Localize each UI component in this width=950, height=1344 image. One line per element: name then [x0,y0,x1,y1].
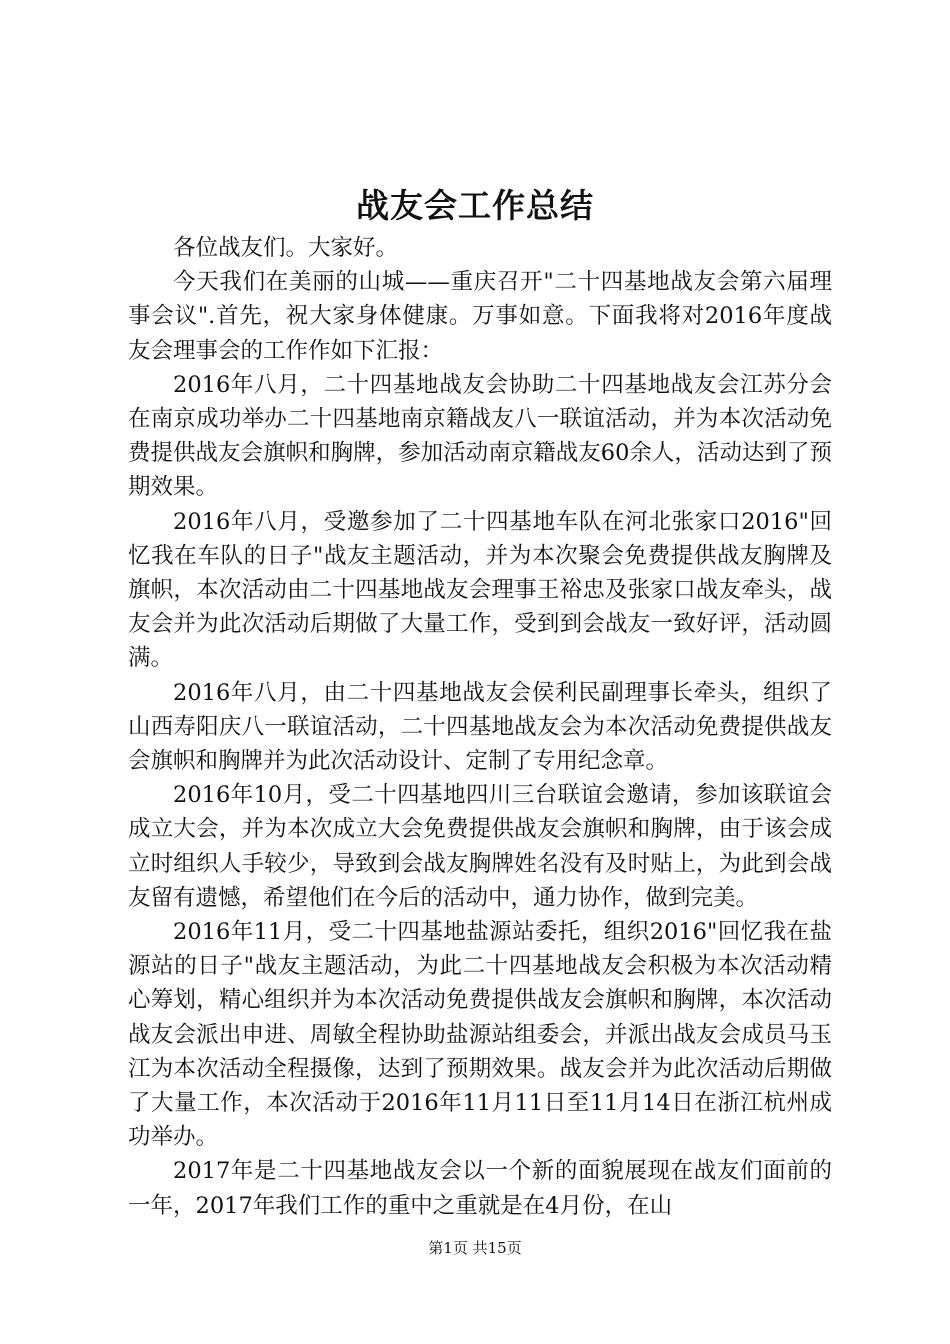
paragraph: 2016年10月，受二十四基地四川三台联谊会邀请，参加该联谊会成立大会，并为本次成立大会免费提供战友会旗帜和胸牌，由于该会成立时组织人手较少，导致到会战友胸牌姓名没有及时贴上，为此到会战友留有遗憾，希望他们在今后的活动中，通力协作，做到完美。 [128,782,832,911]
paragraph: 2016年八月，二十四基地战友会协助二十四基地战友会江苏分会在南京成功举办二十四基地南京籍战友八一联谊活动，并为本次活动免费提供战友会旗帜和胸牌，参加活动南京籍战友60余人，活动达到了预期效果。 [128,371,832,501]
paragraph: 2017年是二十四基地战友会以一个新的面貌展现在战友们面前的一年，2017年我们工作的重中之重就是在4月份，在山 [128,1158,832,1219]
page-title: 战友会工作总结 [356,186,594,225]
paragraph: 2016年11月，受二十四基地盐源站委托，组织2016"回忆我在盐源站的日子"战友主题活动，为此二十四基地战友会积极为本次活动精心筹划，精心组织并为本次活动免费提供战友会旗帜和胸牌，本次活动战友会派出申进、周敏全程协助盐源站组委会，并派出战友会成员马玉江为本次活动全程摄像，达到了预期效果。战友会并为此次活动后期做了大量工作，本次活动于2016年11月11日至11月14日在浙江杭州成功举办。 [128,919,832,1151]
page-footer [0,1238,950,1258]
document-body [128,231,832,1223]
paragraph: 2016年八月，由二十四基地战友会侯利民副理事长牵头，组织了山西寿阳庆八一联谊活动，二十四基地战友会为本次活动免费提供战友会旗帜和胸牌并为此次活动设计、定制了专用纪念章。 [128,679,832,775]
paragraph: 今天我们在美丽的山城——重庆召开"二十四基地战友会第六届理事会议".首先，祝大家身体健康。万事如意。下面我将对2016年度战友会理事会的工作作如下汇报： [128,269,832,364]
page-number: 第1页 共15页 [428,1239,522,1257]
paragraph: 2016年八月，受邀参加了二十四基地车队在河北张家口2016"回忆我在车队的日子"战友主题活动，并为本次聚会免费提供战友胸牌及旗帜，本次活动由二十四基地战友会理事王裕忠及张家口战友牵头，战友会并为此次活动后期做了大量工作，受到到会战友一致好评，活动圆满。 [128,508,832,672]
paragraph: 各位战友们。大家好。 [173,235,399,261]
